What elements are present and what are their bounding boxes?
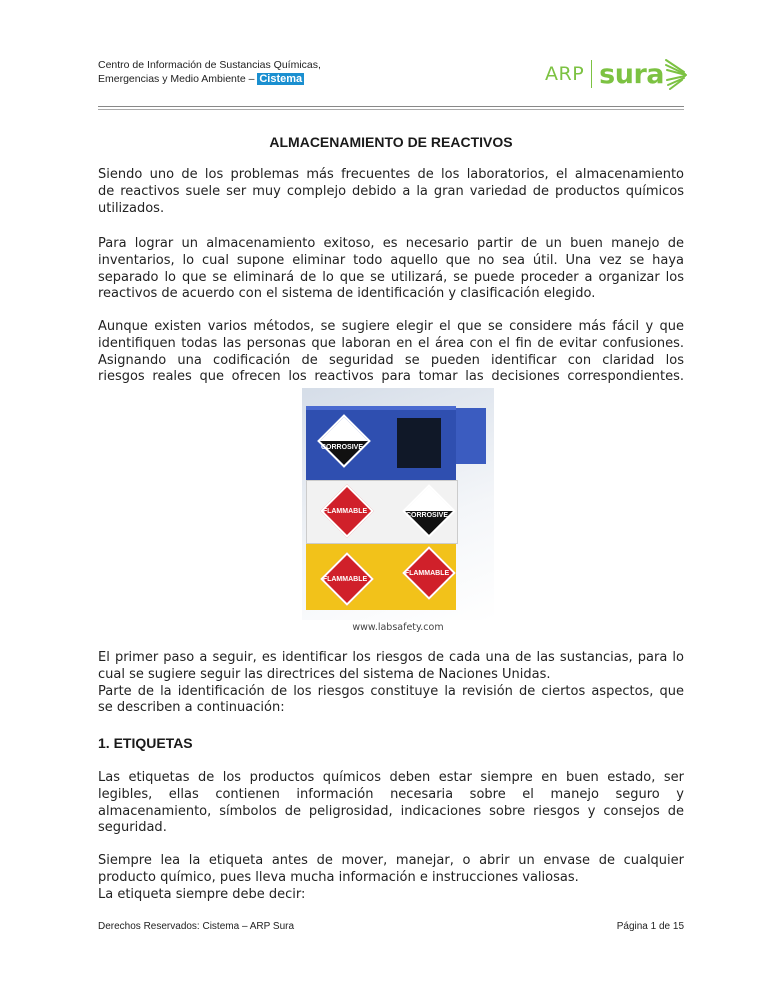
text-line: de reactivos suele ser muy complejo debido a la gran variedad de productos químicos xyxy=(98,183,684,199)
text-line: Las etiquetas de los productos químicos deben estar siempre en buen estado, ser xyxy=(98,770,684,785)
logo-divider xyxy=(591,60,592,88)
text-line: se describen a continuación: xyxy=(98,700,285,716)
paragraph-2 xyxy=(98,236,684,303)
text-line: Parte de la identificación de los riesgos constituye la revisión de ciertos aspectos, que xyxy=(98,683,684,699)
text-line: Asignando una codificación de seguridad se pueden identificar con claridad los xyxy=(98,352,684,368)
cabinet-door xyxy=(456,408,486,464)
paragraph-1 xyxy=(98,167,684,217)
arp-sura-logo xyxy=(545,58,688,90)
footer-page-number: Página 1 de 15 xyxy=(616,921,684,932)
sura-wings-icon xyxy=(664,58,688,90)
paragraph-4 xyxy=(98,650,684,717)
document-header-text xyxy=(98,58,321,86)
bottles xyxy=(397,418,441,468)
logo-arp: ARP xyxy=(545,63,585,85)
flammable-label: FLAMMABLE xyxy=(322,576,368,583)
section-heading: 1. ETIQUETAS xyxy=(98,735,193,751)
text-line: Aunque existen varios métodos, se sugiere elegir el que se considere más fácil y que xyxy=(98,319,684,334)
header-divider xyxy=(98,106,684,110)
corrosive-label: CORROSIVE xyxy=(320,444,363,451)
paragraph-5 xyxy=(98,770,684,837)
flammable-label: FLAMMABLE xyxy=(404,570,450,577)
text-line: El primer paso a seguir, es identificar los riesgos de cada una de las sustancias, para lo xyxy=(98,650,684,665)
text-line: legibles, ellas contienen información necesaria sobre el manejo seguro y xyxy=(98,786,684,802)
text-line: producto químico, pues lleva mucha información e instrucciones valiosas. xyxy=(98,869,579,885)
footer-copyright: Derechos Reservados: Cistema – ARP Sura xyxy=(98,921,295,932)
figure-caption: www.labsafety.com xyxy=(352,622,444,633)
cistema-logo: Cistema xyxy=(259,73,303,85)
paragraph-6 xyxy=(98,853,684,903)
text-line: Siendo uno de los problemas más frecuentes de los laboratorios, el almacenamiento xyxy=(98,167,684,182)
text-line: reactivos de acuerdo con el sistema de identificación y clasificación elegido. xyxy=(98,286,596,302)
text-line: Para lograr un almacenamiento exitoso, es necesario partir de un buen manejo de xyxy=(98,236,684,251)
text-line: almacenamiento, símbolos de peligrosidad, indicaciones sobre riesgos y consejos de xyxy=(98,803,684,819)
text-line: inventarios, lo cual supone eliminar todo aquello que no sea útil. Una vez se haya xyxy=(98,252,684,268)
text-line: La etiqueta siempre debe decir: xyxy=(98,886,306,902)
storage-cabinet-photo xyxy=(302,388,494,620)
paragraph-3 xyxy=(98,319,684,386)
text-line: utilizados. xyxy=(98,200,165,216)
header-line-1: Centro de Información de Sustancias Químicas, xyxy=(98,59,321,71)
text-line: cual se sugiere seguir las directrices del sistema de Naciones Unidas. xyxy=(98,666,551,682)
corrosive-label: CORROSIVE xyxy=(405,512,448,519)
text-line: identifiquen todas las personas que laboran en el área con el fin de evitar confusiones. xyxy=(98,335,684,351)
logo-sura: sura xyxy=(599,58,664,90)
text-line: riesgos reales que ofrecen los reactivos para tomar las decisiones correspondientes. xyxy=(98,369,684,385)
text-line: Siempre lea la etiqueta antes de mover, manejar, o abrir un envase de cualquier xyxy=(98,853,684,868)
page-title: ALMACENAMIENTO DE REACTIVOS xyxy=(269,134,513,150)
flammable-label: FLAMMABLE xyxy=(322,508,368,515)
text-line: seguridad. xyxy=(98,820,167,836)
text-line: separado lo que se eliminará de lo que se utilizará, se puede proceder a organizar los xyxy=(98,269,684,285)
header-line-2: Emergencias y Medio Ambiente – Cistema xyxy=(98,73,303,85)
